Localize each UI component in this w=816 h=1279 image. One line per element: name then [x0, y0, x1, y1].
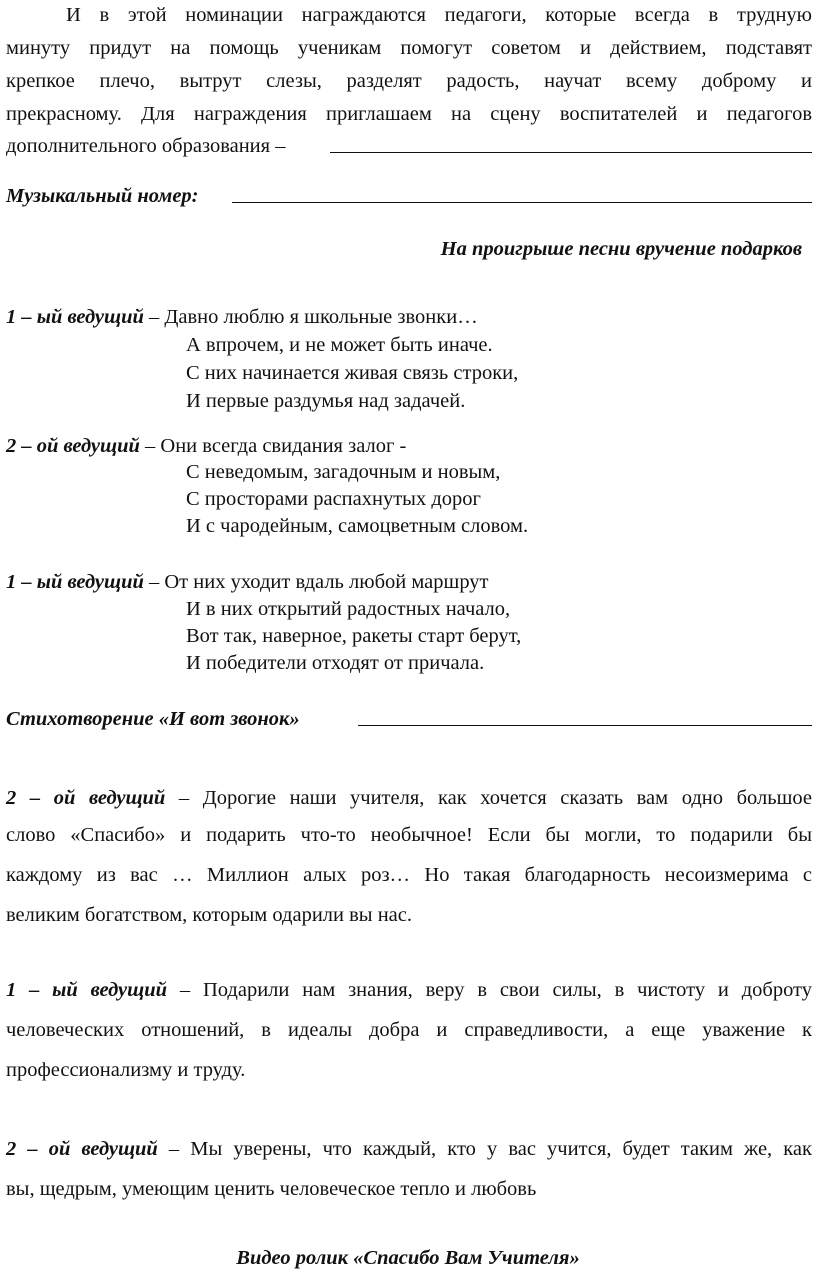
intro-line-5: дополнительного образования –	[6, 135, 286, 157]
verse-line: С неведомым, загадочным и новым,	[186, 461, 501, 483]
verse-line: Они всегда свидания залог -	[160, 435, 407, 457]
stanza-2-first-line	[6, 433, 406, 459]
paragraph-line: человеческих отношений, в идеалы добра и справедливости, а еще уважение к	[6, 1019, 812, 1041]
paragraph-text: Дорогие наши учителя, как хочется сказать вам одно большое	[202, 787, 812, 809]
speaker-label: 1 – ый ведущий	[6, 306, 144, 328]
intro-line-2: минуту придут на помощь ученикам помогут советом и действием, подставят	[6, 37, 812, 59]
intro-line-3: крепкое плечо, вытрут слезы, разделят радость, научат всему доброму и	[6, 70, 812, 92]
para-1-first-line	[6, 785, 812, 811]
paragraph-line: великим богатством, которым одарили вы нас.	[6, 904, 412, 926]
intro-line-4: прекрасному. Для награждения приглашаем на сцену воспитателей и педагогов	[6, 103, 812, 125]
paragraph-line: слово «Спасибо» и подарить что-то необычное! Если бы могли, то подарили бы	[6, 824, 812, 846]
verse-line: И победители отходят от причала.	[186, 652, 485, 674]
para-3-first-line	[6, 1136, 812, 1162]
verse-line: От них уходит вдаль любой маршрут	[164, 571, 489, 593]
blank-underline-poem	[358, 725, 812, 726]
video-title: Видео ролик «Спасибо Вам Учителя»	[236, 1247, 580, 1269]
speaker-label: 2 – ой ведущий	[6, 435, 140, 457]
speaker-label: 2 – ой ведущий	[6, 1138, 158, 1160]
paragraph-text: Мы уверены, что каждый, кто у вас учится, будет таким же, как	[190, 1138, 812, 1160]
dash: –	[165, 787, 203, 809]
gifts-note: На проигрыше песни вручение подарков	[440, 238, 802, 260]
stanza-1-first-line	[6, 304, 478, 330]
dash: –	[157, 1138, 191, 1160]
dash: –	[143, 306, 165, 328]
paragraph-line: вы, щедрым, умеющим ценить человеческое тепло и любовь	[6, 1178, 537, 1200]
verse-line: А впрочем, и не может быть иначе.	[186, 334, 493, 356]
dash: –	[143, 571, 165, 593]
para-2-first-line	[6, 977, 812, 1003]
intro-line-1: И в этой номинации награждаются педагоги, которые всегда в трудную	[66, 4, 812, 26]
paragraph-line: профессионализму и труду.	[6, 1059, 246, 1081]
speaker-label: 1 – ый ведущий	[6, 571, 144, 593]
verse-line: С просторами распахнутых дорог	[186, 488, 481, 510]
dash: –	[139, 435, 161, 457]
blank-underline-educators	[330, 152, 812, 153]
speaker-label: 2 – ой ведущий	[6, 787, 166, 809]
blank-underline-music	[232, 202, 812, 203]
verse-line: И с чародейным, самоцветным словом.	[186, 515, 529, 537]
verse-line: С них начинается живая связь строки,	[186, 362, 519, 384]
paragraph-line: каждому из вас … Миллион алых роз… Но такая благодарность несоизмерима с	[6, 864, 812, 886]
verse-line: Давно люблю я школьные звонки…	[164, 306, 478, 328]
paragraph-text: Подарили нам знания, веру в свои силы, в чистоту и доброту	[202, 979, 812, 1001]
poem-title: Стихотворение «И вот звонок»	[6, 708, 300, 730]
verse-line: Вот так, наверное, ракеты старт берут,	[186, 625, 522, 647]
verse-line: И в них открытий радостных начало,	[186, 598, 511, 620]
verse-line: И первые раздумья над задачей.	[186, 390, 466, 412]
stanza-3-first-line	[6, 569, 489, 595]
music-label: Музыкальный номер:	[6, 185, 199, 207]
dash: –	[167, 979, 203, 1001]
speaker-label: 1 – ый ведущий	[6, 979, 168, 1001]
